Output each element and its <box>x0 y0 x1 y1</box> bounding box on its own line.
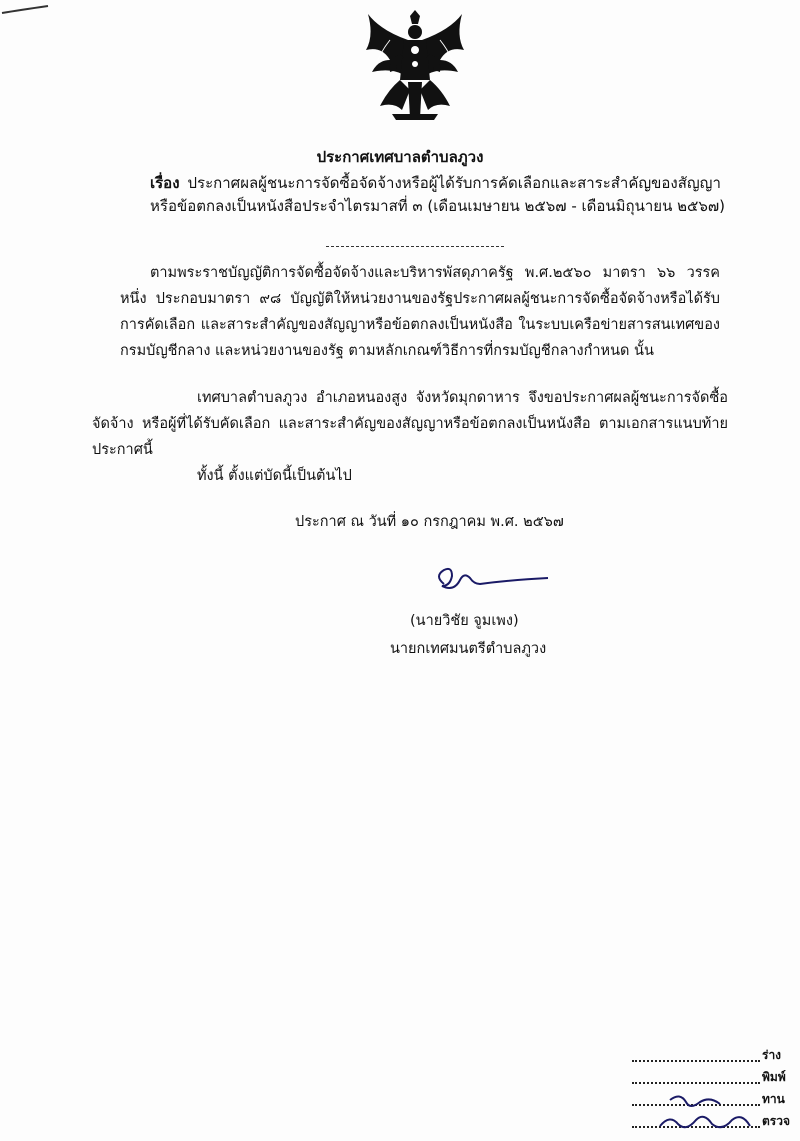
announce-date: ประกาศ ณ วันที่ ๑๐ กรกฎาคม พ.ศ. ๒๕๖๗ <box>295 514 564 530</box>
subject-label: เรื่อง <box>150 174 180 192</box>
footer-label-draft: ร่าง <box>762 1048 782 1062</box>
footer-row-draft <box>632 1045 800 1067</box>
footer-label-typed: พิมพ์ <box>762 1070 786 1084</box>
paragraph-legal-basis: ตามพระราชบัญญัติการจัดซื้อจัดจ้างและบริหารพัสดุภาครัฐ พ.ศ.๒๕๖๐ มาตรา ๖๖ วรรคหนึ่ง ประกอบมาตรา ๙๘ บัญญัติให้หน่วยงานของรัฐประกาศผลผู้ชนะการจัดซื้อจัดจ้างหรือได้รับการคัดเลือก และสาระสำคัญของสัญญาหรือข้อตกลงเป็นหนังสือ ในระบบเครือข่ายสารสนเทศของกรมบัญชีกลาง และหน่วยงานของรัฐ ตามหลักเกณฑ์วิธีการที่กรมบัญชีกลางกำหนด นั้น <box>120 265 720 359</box>
footer-initials-mark <box>650 1090 770 1135</box>
footer-label-checked: ตรวจ <box>762 1114 791 1128</box>
garuda-emblem-icon <box>360 10 470 122</box>
subject-line-1: ประกาศผลผู้ชนะการจัดซื้อจัดจ้างหรือผู้ได้รับการคัดเลือกและสาระสำคัญของสัญญา <box>187 174 721 192</box>
signer-name: (นายวิชัย จูมเพง) <box>410 613 519 629</box>
paragraph-announcement: เทศบาลตำบลภูวง อำเภอหนองสูง จังหวัดมุกดาหาร จึงขอประกาศผลผู้ชนะการจัดซื้อจัดจ้าง หรือผู้ที่ได้รับคัดเลือก และสาระสำคัญของสัญญาหรือข้อตกลงเป็นหนังสือ ตามเอกสารแนบท้ายประกาศนี้ <box>92 390 728 458</box>
subject-line-2: หรือข้อตกลงเป็นหนังสือประจำไตรมาสที่ ๓ (เดือนเมษายน ๒๕๖๗ - เดือนมิถุนายน ๒๕๖๗) <box>150 197 726 215</box>
subject-block <box>150 172 750 218</box>
signer-title: นายกเทศมนตรีตำบลภูวง <box>390 641 547 657</box>
footer-label-reviewed: ทาน <box>762 1092 785 1106</box>
divider-line <box>326 246 504 247</box>
corner-pen-mark <box>0 4 50 16</box>
signature-mark <box>430 562 550 598</box>
document-title: ประกาศเทศบาลตำบลภูวง <box>316 148 484 166</box>
footer-row-typed <box>632 1067 800 1089</box>
paragraph-effective: ทั้งนี้ ตั้งแต่บัดนี้เป็นต้นไป <box>197 468 352 484</box>
